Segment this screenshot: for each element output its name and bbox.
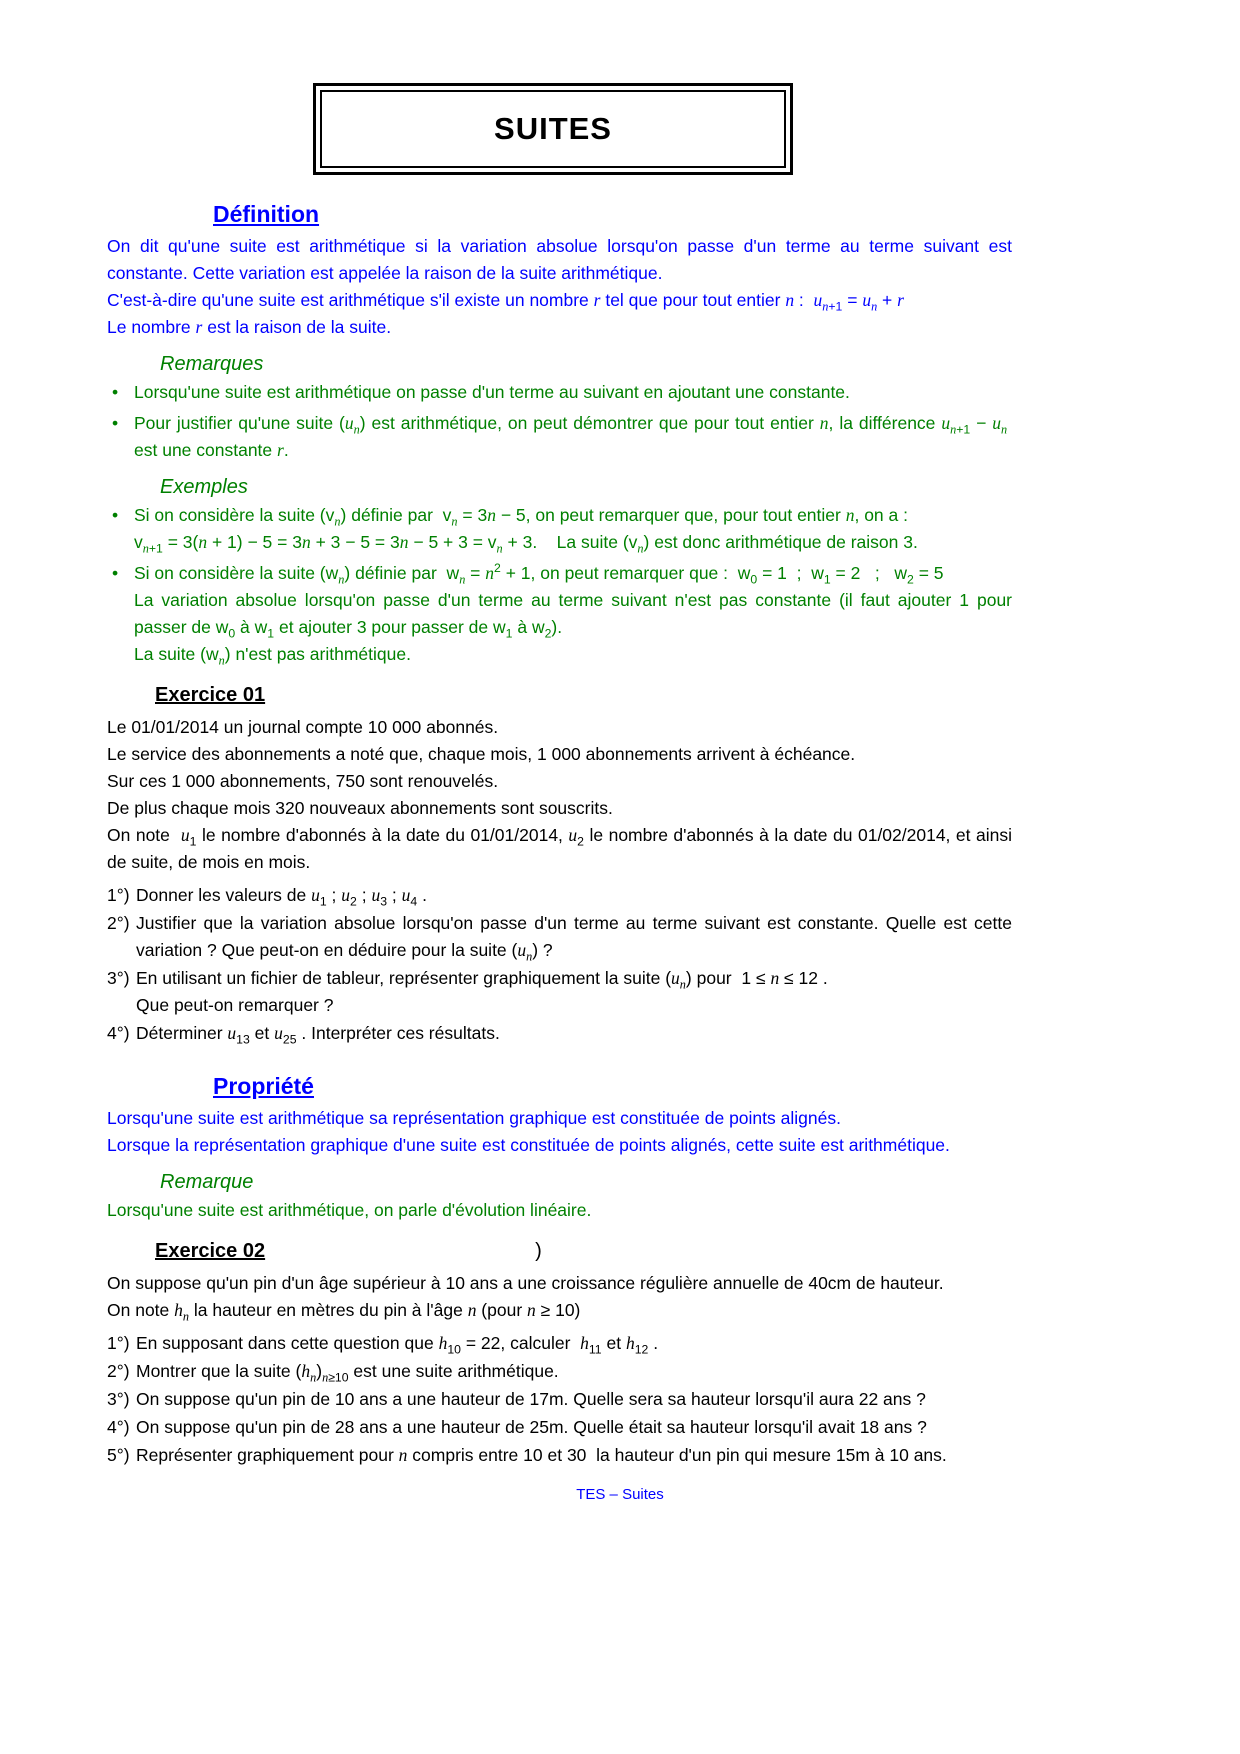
example-1-line-2: $v_{n+1} = 3(n + 1) - 5 = 3n + 3 - 5 = 3n - 5 + 3 = v_n + 3$. La suite $(v_n)$ est donc arithmétique de raison 3. (134, 532, 918, 556)
exercice-02-label: Exercice 02 (155, 1240, 266, 1262)
question-line: Donner les valeurs de $u_1$ ; $u_2$ ; $u_3$ ; $u_4$ . (136, 885, 427, 909)
question-number: 2°) (107, 913, 130, 933)
ex02-question-list (107, 1330, 1012, 1469)
bullet-icon: • (112, 563, 119, 583)
ex02-intro-line-1: On suppose qu'un pin d'un âge supérieur à 10 ans a une croissance régulière annuelle de 40cm de hauteur. (107, 1273, 944, 1293)
ex01-question-1 (107, 882, 1012, 909)
document-title: SUITES (494, 111, 612, 146)
title-box-inner (320, 90, 786, 168)
question-text (136, 882, 1012, 909)
question-line: Justifier que la variation absolue lorsqu'on passe d'un terme au terme suivant est constante. Quelle est cette variation ? Que peut-on en déduire pour la suite $(u_n)$ ? (136, 913, 1012, 964)
bullet-icon: • (112, 505, 119, 525)
question-number: 1°) (107, 885, 130, 905)
heading-exercice-02 (155, 1238, 1012, 1264)
question-line: On suppose qu'un pin de 28 ans a une hauteur de 25m. Quelle était sa hauteur lorsqu'il avait 18 ans ? (136, 1417, 927, 1437)
ex02-question-3 (107, 1386, 1012, 1413)
propriete-line-2: Lorsque la représentation graphique d'une suite est constituée de points alignés, cette suite est arithmétique. (107, 1135, 950, 1155)
remark-text-1: Lorsqu'une suite est arithmétique on passe d'un terme au suivant en ajoutant une constante. (134, 382, 850, 402)
remark-item-2 (107, 410, 1012, 464)
question-line: En utilisant un fichier de tableur, représenter graphiquement la suite $(u_n)$ pour 1 ≤ n ≤ 12 . (136, 968, 828, 992)
question-number: 3°) (107, 1389, 130, 1409)
remark-item-1 (107, 379, 1012, 406)
heading-exercice-01 (155, 682, 1012, 708)
question-number: 5°) (107, 1445, 130, 1465)
question-text (136, 1386, 1012, 1413)
question-line: En supposant dans cette question que $h_{10} = 22$, calculer $h_{11}$ et $h_{12}$ . (136, 1333, 659, 1357)
question-line: Représenter graphiquement pour n compris entre 10 et 30 la hauteur d'un pin qui mesure 15m à 10 ans. (136, 1445, 947, 1465)
ex01-intro-line-2: Le service des abonnements a noté que, chaque mois, 1 000 abonnements arrivent à échéance. (107, 744, 856, 764)
ex01-question-4 (107, 1020, 1012, 1047)
ex01-question-3 (107, 965, 1012, 1019)
question-text (136, 1442, 1012, 1469)
propriete-line-1: Lorsqu'une suite est arithmétique sa représentation graphique est constituée de points alignés. (107, 1108, 841, 1128)
ex01-intro-note: On note $u_1$ le nombre d'abonnés à la date du 01/01/2014, $u_2$ le nombre d'abonnés à la date du 01/02/2014, et ainsi de suite, de mois en mois. (107, 825, 1012, 872)
question-number: 4°) (107, 1023, 130, 1043)
question-number: 2°) (107, 1361, 130, 1381)
example-2-line-1: Si on considère la suite $(w_n)$ définie par $w_n = n^2 + 1$, on peut remarquer que : $w_0 = 1$ ; $w_1 = 2$ ; $w_2 = 5$ (134, 561, 944, 587)
example-2-line-2: La variation absolue lorsqu'on passe d'un terme au terme suivant n'est pas constante (il faut ajouter 1 pour passer de $w_0$ à $w_1$ et ajouter 3 pour passer de $w_1$ à $w_2$). (134, 590, 1012, 641)
question-line: Montrer que la suite $(h_n)_{n\ge 10}$ est une suite arithmétique. (136, 1361, 559, 1385)
question-text (136, 1358, 1012, 1385)
remarque-text: Lorsqu'une suite est arithmétique, on parle d'évolution linéaire. (107, 1200, 592, 1220)
ex01-intro-line-4: De plus chaque mois 320 nouveaux abonnements sont souscrits. (107, 798, 613, 818)
ex01-question-2 (107, 910, 1012, 964)
question-text (136, 965, 1012, 1019)
heading-exemples: Exemples (160, 476, 248, 498)
example-item-2 (107, 560, 1012, 668)
question-line: On suppose qu'un pin de 10 ans a une hauteur de 17m. Quelle sera sa hauteur lorsqu'il aura 22 ans ? (136, 1389, 926, 1409)
definition-formula: C'est-à-dire qu'une suite est arithmétique s'il existe un nombre r tel que pour tout entier n : $u_{n+1} = u_n + r$ (107, 290, 904, 314)
question-line: Que peut-on remarquer ? (136, 995, 334, 1015)
example-1-line-1: Si on considère la suite $(v_n)$ définie par $v_n = 3n - 5$, on peut remarquer que, pour tout entier n, on a : (134, 505, 908, 529)
ex02-question-4 (107, 1414, 1012, 1441)
question-number: 3°) (107, 968, 130, 988)
remark-text-2: Pour justifier qu'une suite $(u_n)$ est arithmétique, on peut démontrer que pour tout entier n, la différence $u_{n+1} - u_n$ est une constante r. (134, 413, 1012, 460)
definition-text: On dit qu'une suite est arithmétique si la variation absolue lorsqu'on passe d'un terme au terme suivant est constante. Cette variation est appelée la raison de la suite arithmétique. (107, 236, 1012, 283)
heading-remarques: Remarques (160, 353, 264, 375)
bullet-icon: • (112, 382, 119, 402)
page-footer: TES – Suites (576, 1486, 664, 1503)
stray-paren: ) (535, 1240, 542, 1262)
ex01-intro-line-3: Sur ces 1 000 abonnements, 750 sont renouvelés. (107, 771, 499, 791)
ex02-intro-line-2: On note $h_n$ la hauteur en mètres du pin à l'âge n (pour n ≥ 10) (107, 1300, 581, 1324)
heading-remarque: Remarque (160, 1171, 254, 1193)
ex02-question-1 (107, 1330, 1012, 1357)
exercice-01-label: Exercice 01 (155, 684, 266, 706)
example-item-1 (107, 502, 1012, 556)
question-text (136, 1414, 1012, 1441)
example-2-line-3: La suite $(w_n)$ n'est pas arithmétique. (134, 644, 411, 668)
ex02-question-5 (107, 1442, 1012, 1469)
question-number: 4°) (107, 1417, 130, 1437)
example-text-1 (134, 502, 1012, 556)
question-text (136, 1330, 1012, 1357)
ex01-intro-line-1: Le 01/01/2014 un journal compte 10 000 abonnés. (107, 717, 499, 737)
bullet-icon: • (112, 413, 119, 433)
ex02-question-2 (107, 1358, 1012, 1385)
question-number: 1°) (107, 1333, 130, 1353)
definition-raison: Le nombre r est la raison de la suite. (107, 317, 392, 337)
question-line: Déterminer $u_{13}$ et $u_{25}$ . Interpréter ces résultats. (136, 1023, 500, 1047)
heading-definition: Définition (213, 201, 320, 227)
title-box (313, 83, 793, 175)
question-text (136, 910, 1012, 964)
heading-propriete: Propriété (213, 1073, 314, 1099)
question-text (136, 1020, 1012, 1047)
example-text-2 (134, 560, 1012, 668)
ex01-question-list (107, 882, 1012, 1047)
